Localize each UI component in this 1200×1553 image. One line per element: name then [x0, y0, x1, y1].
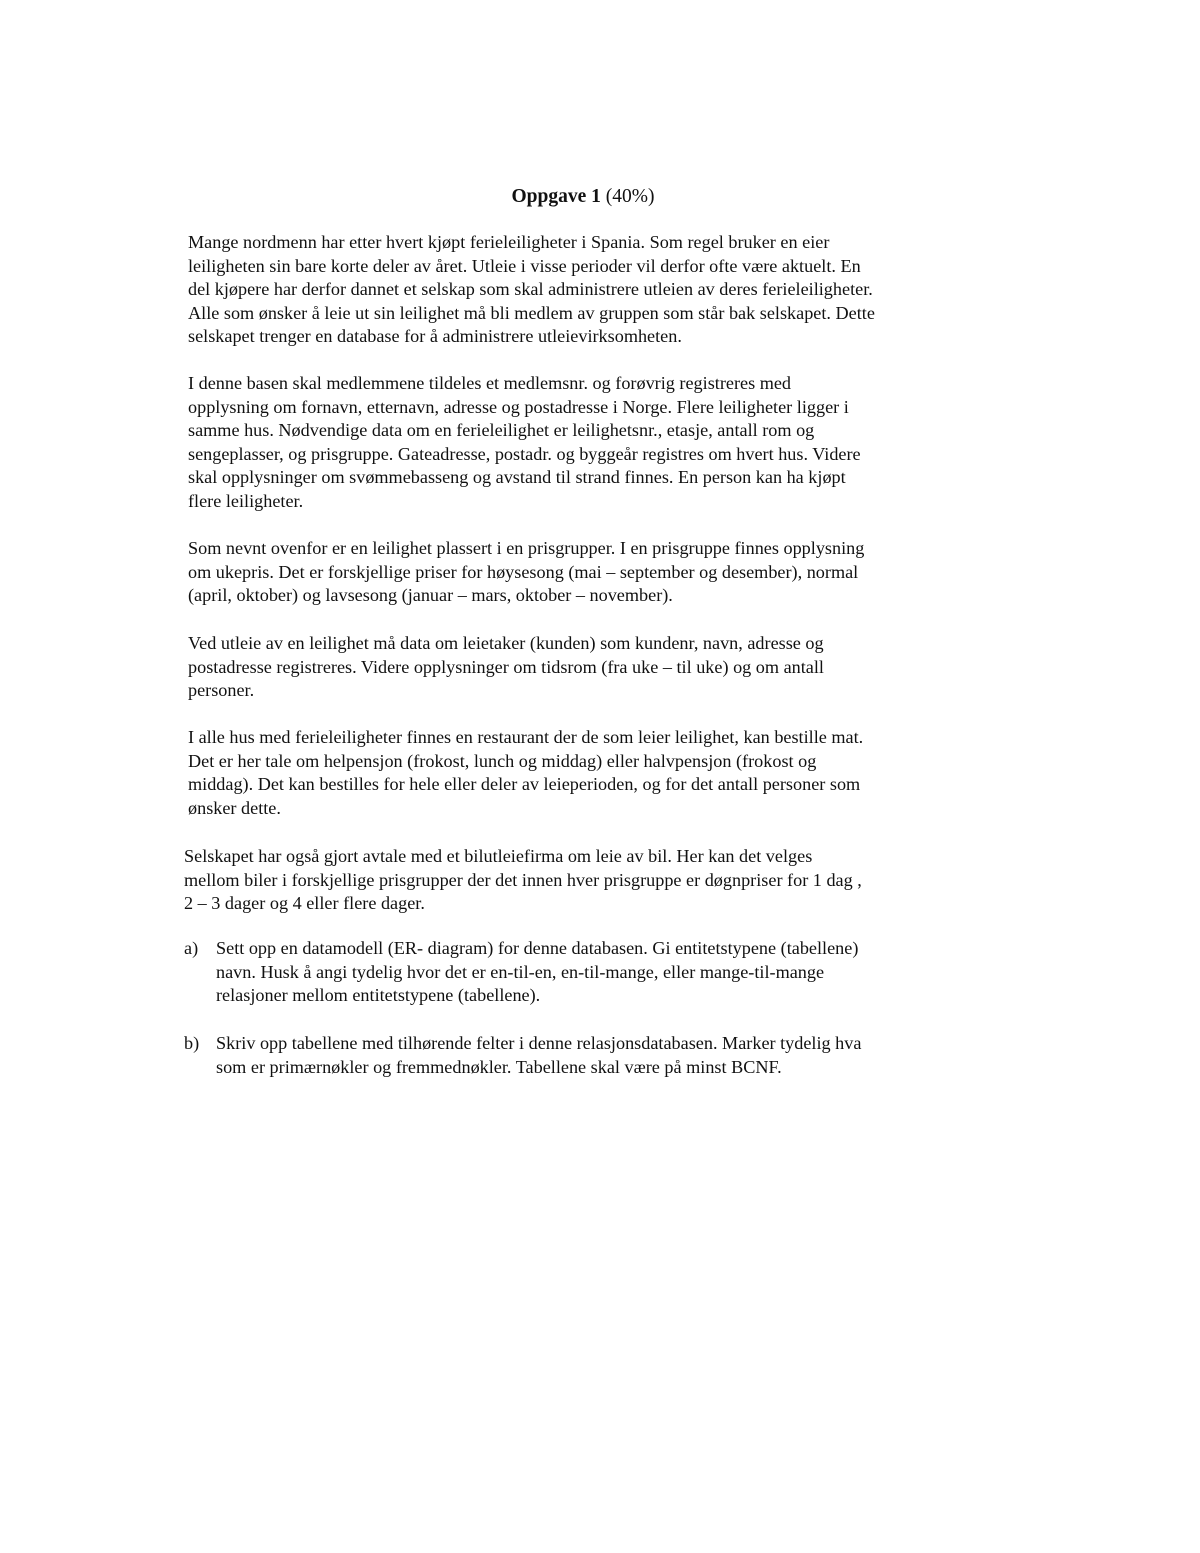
- paragraph-car-rental: Selskapet har også gjort avtale med et bilutleiefirma om leie av bil. Her kan det velges mellom biler i forskjellige prisgrupper der det innen hver prisgruppe er døgnpriser for 1 dag , 2 – 3 dager og 4 eller flere dager.: [184, 846, 862, 913]
- paragraph-restaurant: I alle hus med ferieleiligheter finnes en restaurant der de som leier leilighet, kan bestille mat. Det er her tale om helpensjon (frokost, lunch og middag) eller halvpensjon (frokost og middag). Det kan bestilles for hele eller deler av leieperioden, og for det antall personer som ønsker dette.: [188, 727, 864, 818]
- task-marker-b: b): [184, 1033, 200, 1053]
- paragraph-rental: Ved utleie av en leilighet må data om leietaker (kunden) som kundenr, navn, adresse og postadresse registreres. Videre opplysninger om tidsrom (fra uke – til uke) og om antall personer.: [188, 633, 824, 700]
- title-bold: Oppgave 1: [511, 186, 601, 207]
- paragraph-intro: Mange nordmenn har etter hvert kjøpt ferieleiligheter i Spania. Som regel bruker en eier leiligheten sin bare korte deler av året. Utleie i visse perioder vil derfor ofte være aktuelt. En del kjøpere har derfor dannet et selskap som skal administrere utleien av deres ferieleiligheter. Alle som ønsker å leie ut sin leilighet må bli medlem av gruppen som står bak selskapet. Dette selskapet trenger en database for å administrere utleievirksomheten.: [188, 232, 875, 346]
- task-text-a: Sett opp en datamodell (ER- diagram) for denne databasen. Gi entitetstypene (tabellene) navn. Husk å angi tydelig hvor det er en-til-en, en-til-mange, eller mange-til-mange relasjoner mellom entitetstypene (tabellene).: [216, 938, 859, 1005]
- page-title: [0, 184, 1166, 210]
- title-suffix: (40%): [600, 186, 655, 207]
- task-text-b: Skriv opp tabellene med tilhørende felter i denne relasjonsdatabasen. Marker tydelig hva som er primærnøkler og fremmednøkler. Tabellene skal være på minst BCNF.: [216, 1033, 862, 1077]
- paragraph-members: I denne basen skal medlemmene tildeles et medlemsnr. og forøvrig registreres med opplysning om fornavn, etternavn, adresse og postadresse i Norge. Flere leiligheter ligger i samme hus. Nødvendige data om en ferieleilighet er leilighetsnr., etasje, antall rom og sengeplasser, og prisgruppe. Gateadresse, postadr. og byggeår registres om hvert hus. Videre skal opplysninger om svømmebasseng og avstand til strand finnes. En person kan ha kjøpt flere leiligheter.: [188, 373, 861, 511]
- paragraph-price-groups: Som nevnt ovenfor er en leilighet plassert i en prisgrupper. I en prisgruppe finnes opplysning om ukepris. Det er forskjellige priser for høysesong (mai – september og desember), normal (april, oktober) og lavsesong (januar – mars, oktober – november).: [188, 538, 865, 605]
- task-marker-a: a): [184, 938, 199, 958]
